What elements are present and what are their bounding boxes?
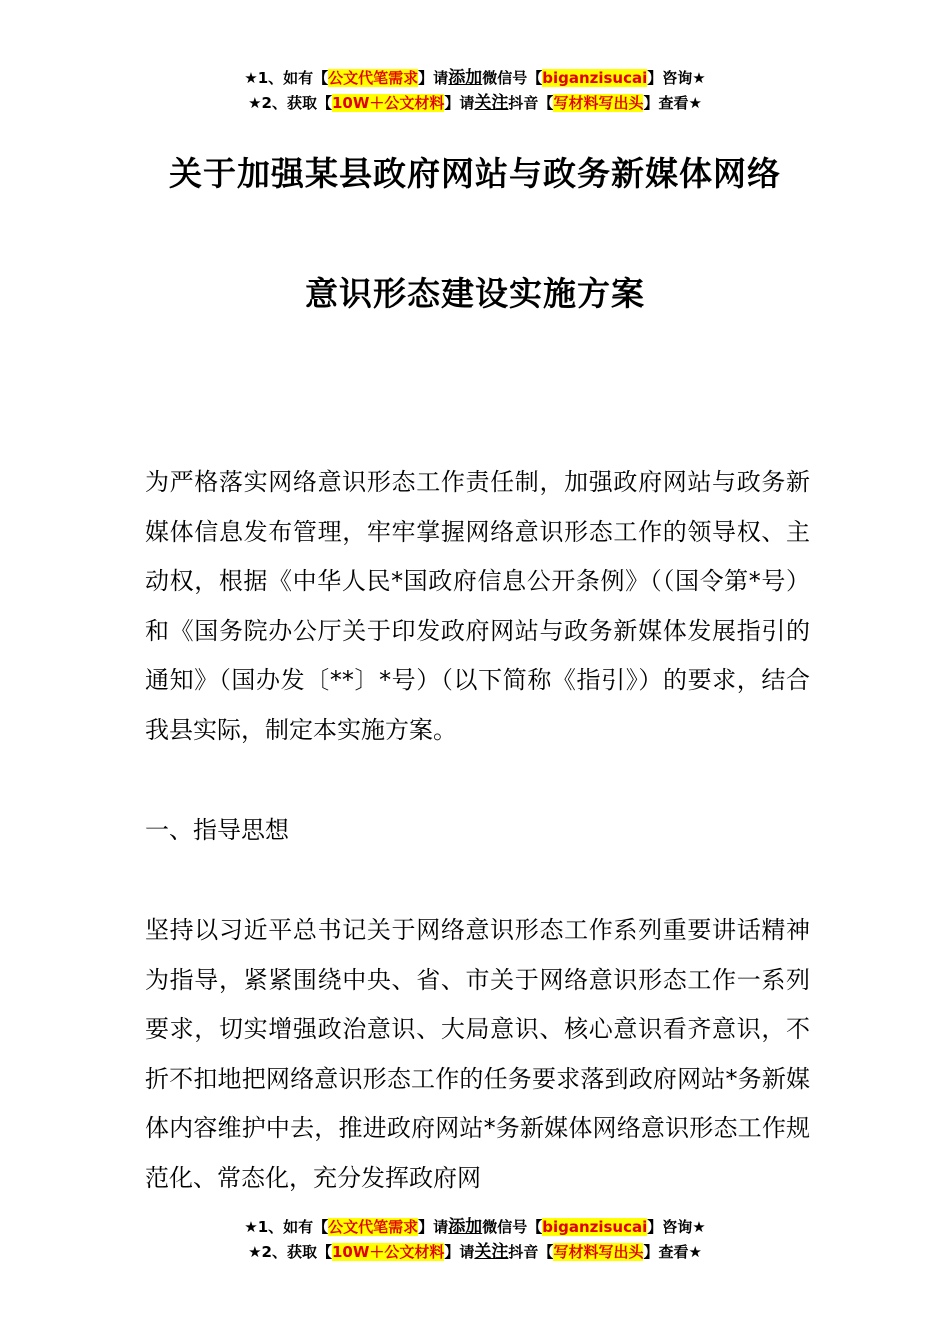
banner-text: 微信号【	[482, 1218, 543, 1236]
section-heading: 一、指导思想	[145, 816, 289, 844]
banner-text: 】查看★	[643, 1243, 702, 1261]
section-paragraph: 坚持以习近平总书记关于网络意识形态工作系列重要讲话精神为指导，紧紧围绕中央、省、市关于网络意识形态工作一系列要求，切实增强政治意识、大局意识、核心意识看齐意识，不折不扣地把网络意识形态工作的任务要求落到政府网站*务新媒体内容维护中去，推进政府网站*务新媒体网络意识形态工作规范化、常态化，充分发挥政府网	[145, 916, 810, 1192]
banner-text: 】请	[418, 1218, 449, 1236]
banner-highlight: 公文代笔需求	[328, 69, 419, 87]
banner-highlight: 10W＋公文材料	[331, 1243, 445, 1261]
banner-text: 】请	[444, 1243, 475, 1261]
banner-line-2	[0, 1240, 950, 1265]
banner-wechat-id: biganzisucai	[542, 1218, 648, 1236]
banner-highlight: 10W＋公文材料	[331, 94, 445, 112]
banner-text: 】请	[444, 94, 475, 112]
banner-underlined: 关注	[474, 1242, 509, 1262]
footer-banner	[0, 1215, 950, 1265]
header-banner	[0, 66, 950, 116]
document-title-line-1: 关于加强某县政府网站与政务新媒体网络	[169, 154, 781, 193]
banner-text: 抖音【	[508, 1243, 554, 1261]
banner-wechat-id: biganzisucai	[542, 69, 648, 87]
banner-underlined: 添加	[448, 1217, 483, 1237]
banner-text: ★1、如有【	[244, 1218, 329, 1236]
banner-text: 】查看★	[643, 94, 702, 112]
banner-douyin-id: 写材料写出头	[553, 94, 644, 112]
banner-line-1	[0, 66, 950, 91]
banner-text: ★2、获取【	[248, 1243, 332, 1261]
banner-text: 】咨询★	[647, 69, 706, 87]
banner-text: 抖音【	[508, 94, 554, 112]
banner-douyin-id: 写材料写出头	[553, 1243, 644, 1261]
document-title-line-2: 意识形态建设实施方案	[305, 274, 645, 313]
banner-underlined: 添加	[448, 68, 483, 88]
banner-highlight: 公文代笔需求	[328, 1218, 419, 1236]
intro-paragraph: 为严格落实网络意识形态工作责任制，加强政府网站与政务新媒体信息发布管理，牢牢掌握网络意识形态工作的领导权、主动权，根据《中华人民*国政府信息公开条例》（（国令第*号）和《国务院办公厅关于印发政府网站与政务新媒体发展指引的通知》（国办发〔**〕*号）（以下简称《指引》）的要求，结合我县实际，制定本实施方案。	[145, 468, 810, 744]
banner-text: ★1、如有【	[244, 69, 329, 87]
banner-line-1	[0, 1215, 950, 1240]
banner-line-2	[0, 91, 950, 116]
banner-text: 微信号【	[482, 69, 543, 87]
banner-text: 】咨询★	[647, 1218, 706, 1236]
banner-text: 】请	[418, 69, 449, 87]
banner-text: ★2、获取【	[248, 94, 332, 112]
banner-underlined: 关注	[474, 93, 509, 113]
